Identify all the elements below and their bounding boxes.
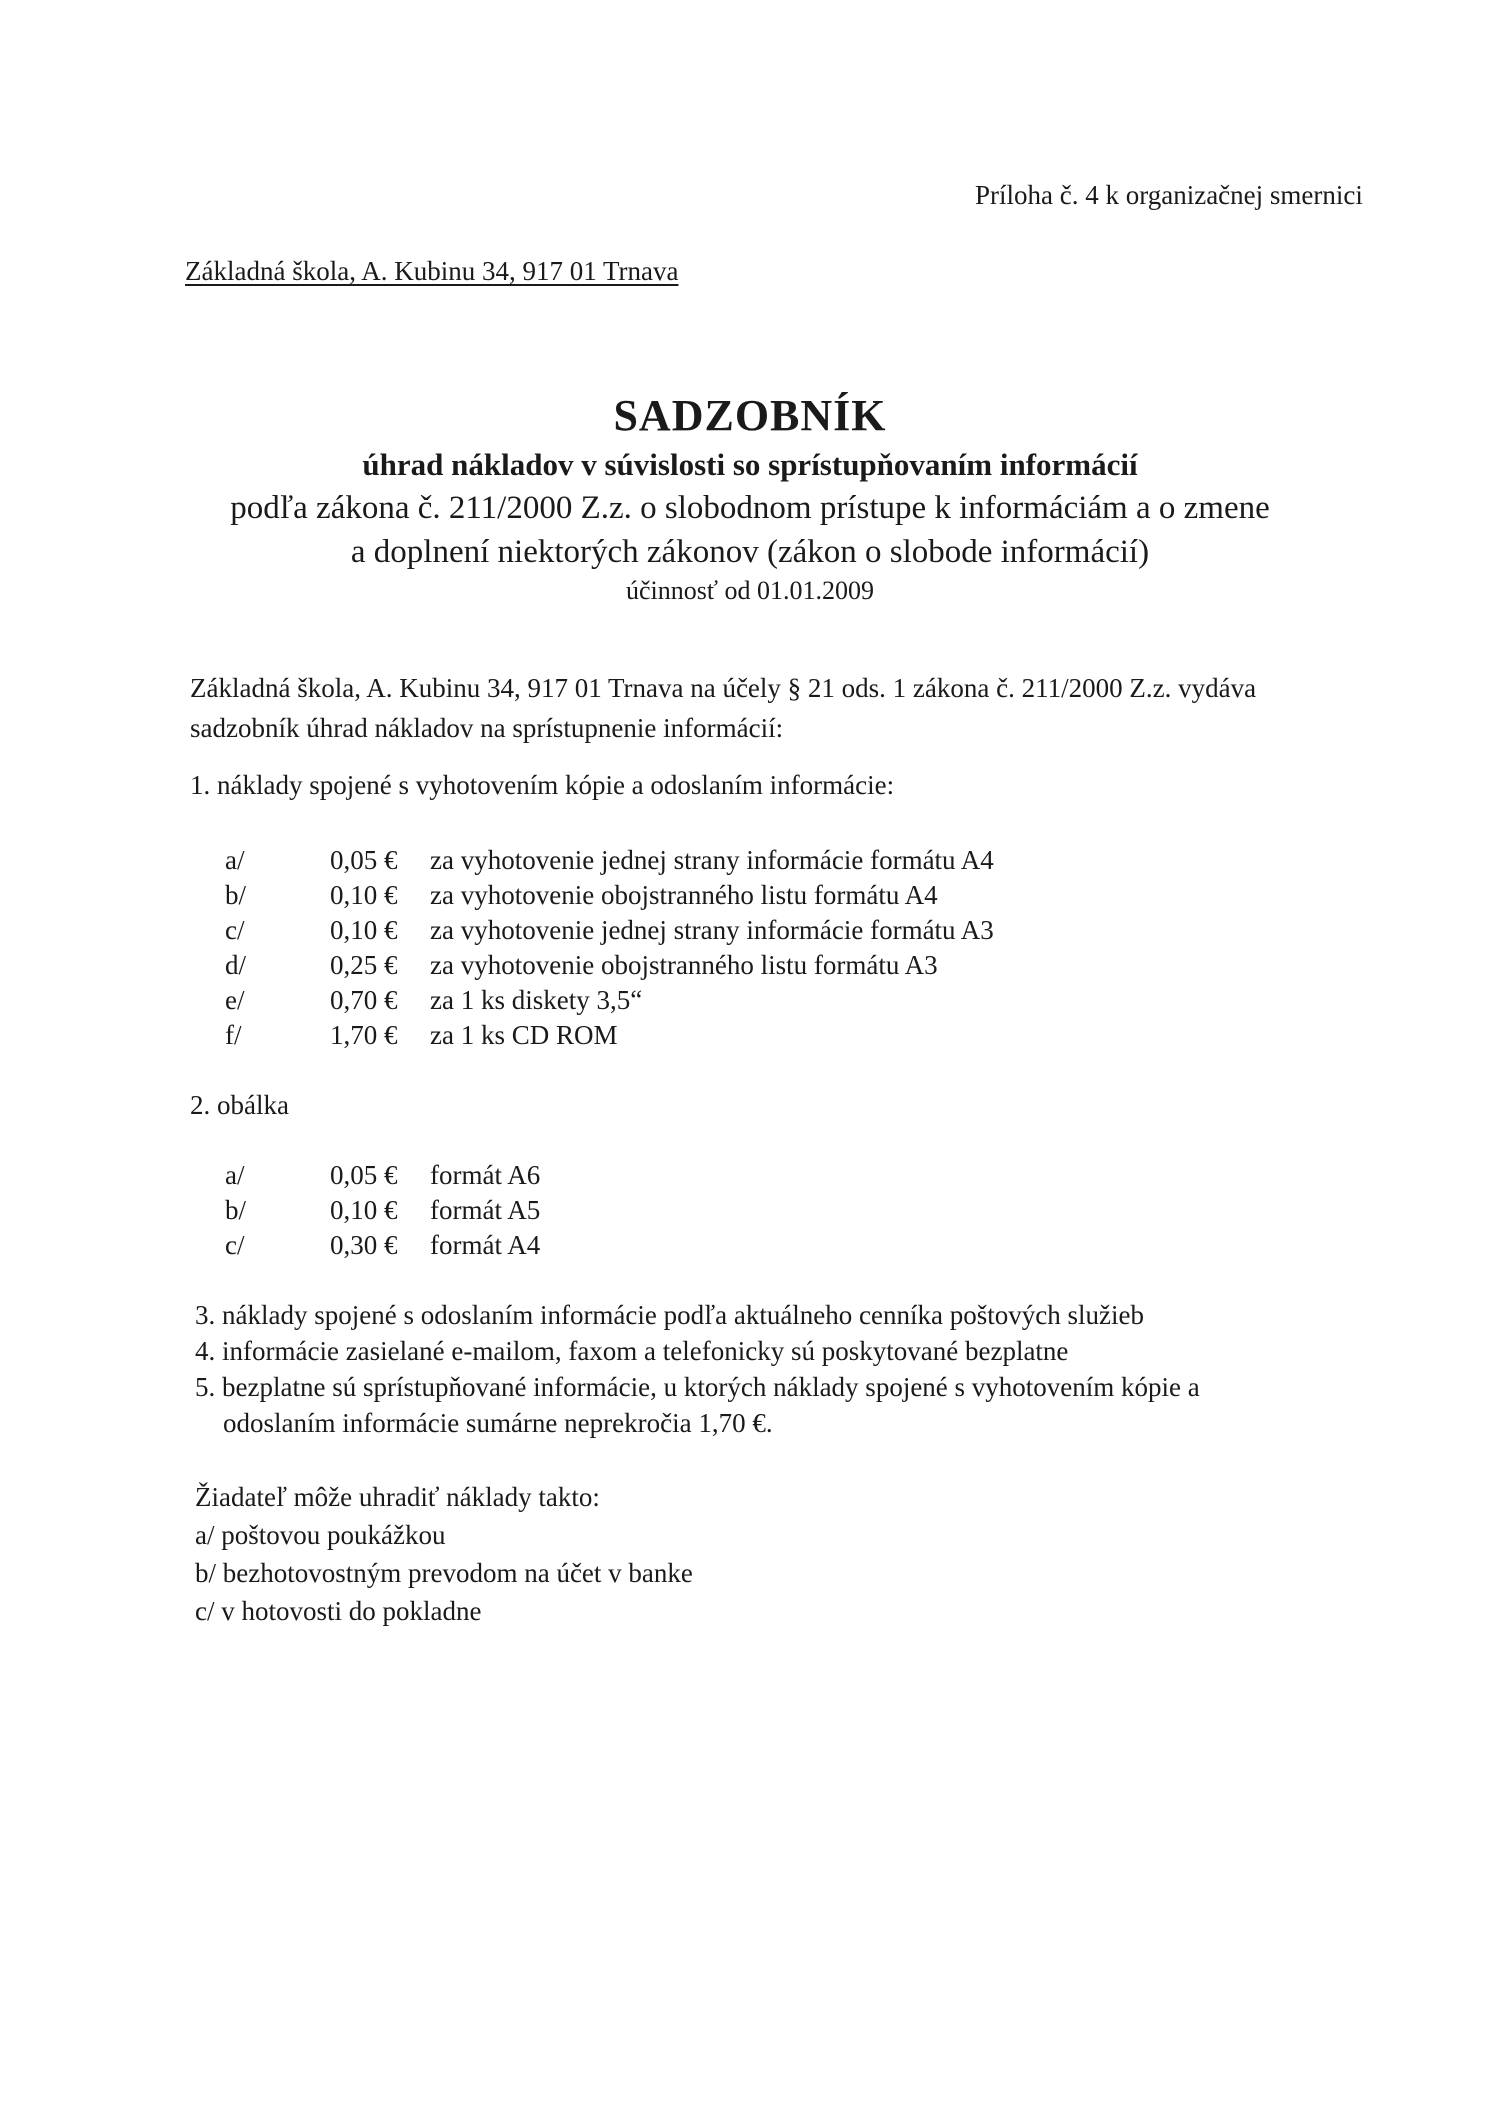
- effective-date: účinnosť od 01.01.2009: [626, 576, 874, 605]
- page-subtitle: úhrad nákladov v súvislosti so sprístupňovaním informácií: [362, 447, 1138, 482]
- page-title: SADZOBNÍK: [613, 391, 887, 440]
- payment-option: a/ poštovou poukážkou: [195, 1520, 446, 1550]
- item-description: za vyhotovenie obojstranného listu formátu A4: [430, 880, 938, 910]
- section-1-item: [225, 985, 1125, 1021]
- section-1-item: [225, 915, 1125, 951]
- item-price: 1,70 €: [330, 1020, 398, 1050]
- item-letter: e/: [225, 985, 245, 1015]
- item-description: formát A4: [430, 1230, 541, 1260]
- item-price: 0,05 €: [330, 845, 398, 875]
- item-description: za vyhotovenie obojstranného listu formátu A3: [430, 950, 938, 980]
- payment-option: b/ bezhotovostným prevodom na účet v banke: [195, 1558, 693, 1588]
- item-letter: b/: [225, 1195, 247, 1225]
- item-price: 0,10 €: [330, 1195, 398, 1225]
- intro-line-1: Základná škola, A. Kubinu 34, 917 01 Trnava na účely § 21 ods. 1 zákona č. 211/2000 Z.z. vydáva: [190, 673, 1257, 703]
- annex-note: Príloha č. 4 k organizačnej smernici: [975, 180, 1363, 210]
- item-price: 0,30 €: [330, 1230, 398, 1260]
- item-letter: a/: [225, 1160, 245, 1190]
- item-description: za 1 ks diskety 3,5“: [430, 985, 643, 1015]
- item-letter: c/: [225, 915, 245, 945]
- payment-section: [195, 1478, 693, 1630]
- section-1-heading: 1. náklady spojené s vyhotovením kópie a odoslaním informácie:: [190, 770, 895, 800]
- section-2-item: [225, 1230, 825, 1266]
- section-1-item: [225, 845, 1125, 881]
- payment-option: c/ v hotovosti do pokladne: [195, 1596, 482, 1626]
- item-letter: b/: [225, 880, 247, 910]
- section-1-item: [225, 880, 1125, 916]
- point-5-line-1: 5. bezplatne sú sprístupňované informácie, u ktorých náklady spojené s vyhotovením kópie a: [195, 1372, 1200, 1402]
- payment-heading: Žiadateľ môže uhradiť náklady takto:: [195, 1482, 600, 1512]
- item-letter: d/: [225, 950, 247, 980]
- point-5-line-2: odoslaním informácie sumárne neprekročia 1,70 €.: [223, 1408, 773, 1438]
- item-letter: a/: [225, 845, 245, 875]
- title-block: [0, 388, 1500, 608]
- section-2-item: [225, 1160, 825, 1196]
- item-price: 0,10 €: [330, 880, 398, 910]
- law-reference-line-2: a doplnení niektorých zákonov (zákon o slobode informácií): [350, 534, 1150, 570]
- item-description: za vyhotovenie jednej strany informácie formátu A3: [430, 915, 994, 945]
- section-2-heading: 2. obálka: [190, 1090, 289, 1120]
- intro-paragraph: [190, 668, 1256, 748]
- section-2-item: [225, 1195, 825, 1231]
- school-header: Základná škola, A. Kubinu 34, 917 01 Trnava: [185, 256, 679, 286]
- law-reference-line-1: podľa zákona č. 211/2000 Z.z. o slobodnom prístupe k informáciám a o zmene: [230, 490, 1270, 526]
- item-price: 0,10 €: [330, 915, 398, 945]
- intro-line-2: sadzobník úhrad nákladov na sprístupnenie informácií:: [190, 713, 784, 743]
- point-3: 3. náklady spojené s odoslaním informácie podľa aktuálneho cenníka poštových služieb: [195, 1300, 1144, 1330]
- item-description: formát A6: [430, 1160, 541, 1190]
- item-description: za 1 ks CD ROM: [430, 1020, 618, 1050]
- point-4: 4. informácie zasielané e-mailom, faxom a telefonicky sú poskytované bezplatne: [195, 1336, 1069, 1366]
- item-price: 0,25 €: [330, 950, 398, 980]
- item-letter: c/: [225, 1230, 245, 1260]
- item-price: 0,70 €: [330, 985, 398, 1015]
- item-price: 0,05 €: [330, 1160, 398, 1190]
- item-description: za vyhotovenie jednej strany informácie formátu A4: [430, 845, 994, 875]
- item-description: formát A5: [430, 1195, 541, 1225]
- section-1-item: [225, 1020, 1125, 1056]
- section-1-item: [225, 950, 1125, 986]
- item-letter: f/: [225, 1020, 242, 1050]
